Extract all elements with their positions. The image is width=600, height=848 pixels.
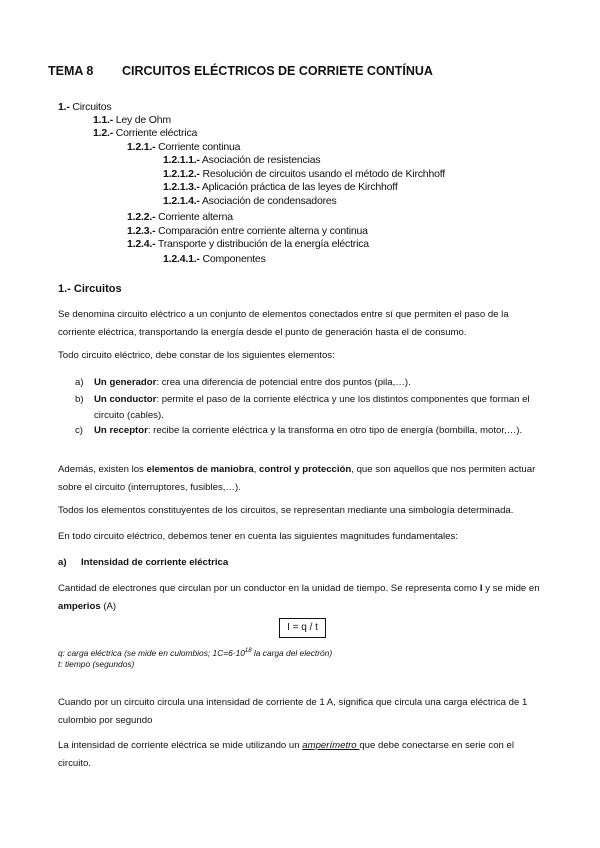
- document-title: [48, 64, 433, 78]
- paragraph: En todo circuito eléctrico, debemos tener en cuenta las siguientes magnitudes fundamentales:: [58, 531, 458, 542]
- toc-item: 1.- Circuitos: [58, 101, 112, 113]
- toc-item: 1.2.- Corriente eléctrica: [93, 127, 198, 139]
- toc-item: 1.2.1.- Corriente continua: [127, 141, 241, 153]
- toc-item: 1.2.1.4.- Asociación de condensadores: [163, 195, 337, 207]
- toc-item: 1.2.1.1.- Asociación de resistencias: [163, 154, 321, 166]
- section-heading: 1.- Circuitos: [58, 283, 122, 295]
- ammeter-link-text: amperímetro: [302, 740, 360, 751]
- paragraph: Cantidad de electrones que circulan por un conductor en la unidad de tiempo. Se representa como I y se mide en amperios (A): [58, 583, 540, 612]
- toc-item: 1.2.1.3.- Aplicación práctica de las leyes de Kirchhoff: [163, 181, 398, 193]
- document-page: TEMA 8 CIRCUITOS ELÉCTRICOS DE CORRIETE CONTÍNUA 1.- Circuitos 1.1.- Ley de Ohm 1.2.- Corriente eléctrica 1.2.1.- Corriente continua 1.2.1.1.- Asociación de resistencias 1.2.1.2.- Resolución de circuitos usando el método de Kirchhoff 1.2.1.3.- Aplicación práctica de las leyes de Kirchhoff 1.2.1.4.- Asociación de condensadores 1.2.2.- Corriente alterna 1.2.3.- Comparación entre corriente alterna y continua 1.2.4.- Transporte y distribución de la energía eléctrica 1.2.4.1.- Componentes 1.- Circuitos Se denomina circuito eléctrico a un conjunto de elementos conectados entre sí que permiten el paso de la corriente eléctrica, transportando la energía desde el punto de generación hasta el de consumo. Todo circuito eléctrico, debe constar de los siguientes elementos: a) Un generador: crea una diferencia de potencial entre dos puntos (pila,…). b) Un conductor: permite el paso de la corriente eléctrica y une los distintos componentes que forman el circuito (cables). c) Un receptor: recibe la corriente eléctrica y la transforma en otro tipo de energía (bombilla, motor,…). Además, existen los elementos de maniobra, control y protección, que son aquellos que nos permiten actuar sobre el circuito (interruptores, fusibles,…). Todos los elementos constituyentes de los circuitos, se representan mediante una simbología determinada. En todo circuito eléctrico, debemos tener en cuenta las siguientes magnitudes fundamentales: a) Intensidad de corriente eléctrica Cantidad de electrones que circulan por un conductor en la unidad de tiempo. Se representa como I y se mide en amperios (A) I = q / t q: carga eléctrica (se mide en culombios; $1C=6\cdot 10^{18}$ la carga del electrón) t: tiempo (segundos) Cuando por un circuito circula una intensidad de corriente de 1 A, significa que circula una carga eléctrica de 1 culombio por segundo La intensidad de corriente eléctrica se mide utilizando un amperímetro que debe conectarse en serie con el circuito.: [0, 0, 600, 848]
- formula-notes: q: carga eléctrica (se mide en culombios; $1C=6\cdot 10^{18}$ la carga del electrón) t: tiempo (segundos): [58, 647, 333, 669]
- paragraph: Se denomina circuito eléctrico a un conjunto de elementos conectados entre sí que permiten el paso de la corriente eléctrica, transportando la energía desde el punto de generación hasta el de consumo.: [58, 309, 509, 338]
- paragraph: Además, existen los elementos de maniobra, control y protección, que son aquellos que nos permiten actuar sobre el circuito (interruptores, fusibles,…).: [58, 464, 536, 493]
- toc-item: 1.2.1.2.- Resolución de circuitos usando el método de Kirchhoff: [163, 168, 445, 180]
- title-text: CIRCUITOS ELÉCTRICOS DE CORRIETE CONTÍNUA: [122, 64, 433, 78]
- paragraph: Cuando por un circuito circula una intensidad de corriente de 1 A, significa que circula una carga eléctrica de 1 culombio por segundo: [58, 697, 528, 726]
- paragraph: La intensidad de corriente eléctrica se mide utilizando un amperímetro que debe conectarse en serie con el circuito.: [58, 740, 514, 769]
- title-number: TEMA 8: [48, 64, 94, 78]
- toc-item: 1.2.4.1.- Componentes: [163, 253, 266, 265]
- paragraph: Todos los elementos constituyentes de los circuitos, se representan mediante una simbología determinada.: [58, 505, 514, 516]
- paragraph: Todo circuito eléctrico, debe constar de los siguientes elementos:: [58, 350, 335, 361]
- formula-box: I = q / t: [279, 618, 326, 638]
- toc-item: 1.2.3.- Comparación entre corriente alterna y continua: [127, 225, 368, 237]
- toc-item: 1.2.4.- Transporte y distribución de la energía eléctrica: [127, 238, 369, 250]
- toc-item: 1.1.- Ley de Ohm: [93, 114, 171, 126]
- toc-item: 1.2.2.- Corriente alterna: [127, 211, 233, 223]
